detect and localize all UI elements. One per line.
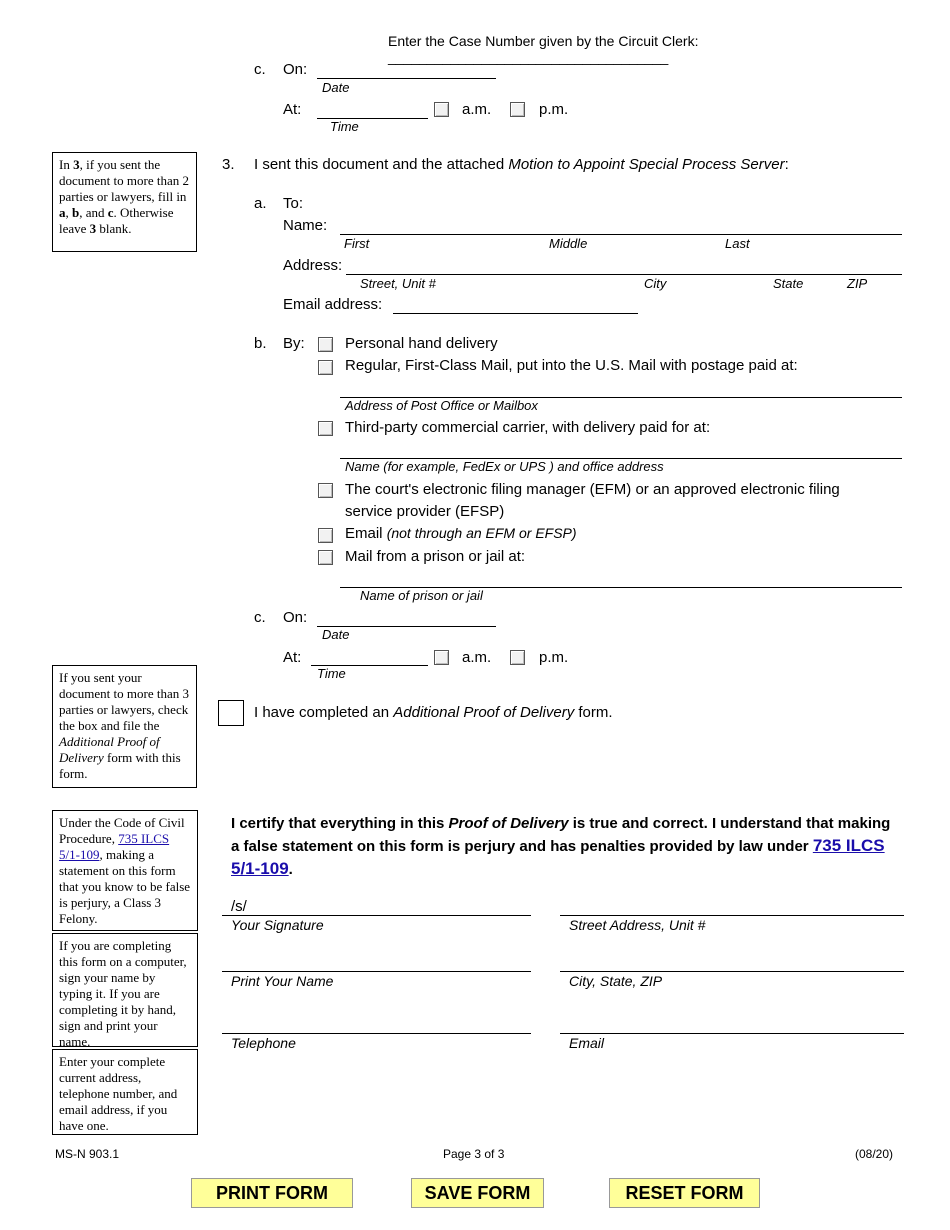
address-field[interactable] (346, 274, 902, 275)
instruction-note-perjury: Under the Code of Civil Procedure, 735 ILCS 5/1-109, making a statement on this form that you know to be false is perjury, a Class 3 Felony. (52, 810, 198, 931)
save-form-button[interactable]: SAVE FORM (411, 1178, 544, 1208)
signature-value[interactable]: /s/ (231, 898, 247, 915)
city-caption: City (644, 276, 667, 291)
at-label: At: (283, 101, 302, 118)
item-c2-label: c. (254, 609, 266, 626)
pm2-checkbox[interactable] (510, 650, 525, 665)
to-label: To: (283, 195, 304, 212)
first-class-mail-checkbox[interactable] (318, 360, 333, 375)
certify-statute-link[interactable]: 735 ILCS 5/1-109 (231, 836, 885, 878)
name-field[interactable] (340, 234, 902, 235)
certification-statement: I certify that everything in this Proof of Delivery is true and correct. I understand that making a false statement on this form is perjury and has penalties provided by law under 735 ILCS 5/1-109. (231, 815, 891, 878)
instruction-note-3: In 3, if you sent the document to more than 2 parties or lawyers, fill in a, b, and c. Otherwise leave 3 blank. (52, 152, 197, 252)
email-delivery-checkbox[interactable] (318, 528, 333, 543)
am2-checkbox[interactable] (434, 650, 449, 665)
date-field[interactable] (317, 78, 496, 79)
prison-mail-checkbox[interactable] (318, 550, 333, 565)
instruction-note-signature: If you are completing this form on a computer, sign your name by typing it. If you are completing it by hand, sign and print your name. (52, 933, 198, 1047)
signature-caption: Your Signature (231, 917, 324, 933)
page-number: Page 3 of 3 (443, 1147, 505, 1161)
street-caption: Street, Unit # (360, 276, 436, 291)
pm-checkbox[interactable] (510, 102, 525, 117)
on-label: On: (283, 61, 308, 78)
efm-label-line2: service provider (EFSP) (345, 503, 505, 520)
telephone-caption: Telephone (231, 1035, 296, 1051)
form-date: (08/20) (855, 1147, 894, 1161)
street-address-field[interactable] (560, 915, 904, 916)
first-caption: First (344, 236, 370, 251)
at2-label: At: (283, 649, 302, 666)
on2-label: On: (283, 609, 308, 626)
time2-caption: Time (317, 666, 346, 681)
date2-caption: Date (322, 627, 350, 642)
telephone-field[interactable] (222, 1033, 531, 1034)
email-address-label: Email address: (283, 296, 383, 313)
section-3-text: I sent this document and the attached Motion to Appoint Special Process Server: (254, 156, 789, 173)
last-caption: Last (725, 236, 750, 251)
section-3-number: 3. (222, 156, 235, 173)
pm2-label: p.m. (539, 649, 569, 666)
address-label: Address: (283, 257, 343, 274)
street-address-caption: Street Address, Unit # (569, 917, 706, 933)
first-class-mail-label: Regular, First-Class Mail, put into the U.S. Mail with postage paid at: (345, 357, 798, 374)
email-caption: Email (569, 1035, 605, 1051)
name-label: Name: (283, 217, 328, 234)
personal-delivery-label: Personal hand delivery (345, 335, 498, 352)
middle-caption: Middle (549, 236, 588, 251)
am-label: a.m. (462, 101, 492, 118)
form-id: MS-N 903.1 (55, 1147, 120, 1161)
am-checkbox[interactable] (434, 102, 449, 117)
date-caption: Date (322, 80, 350, 95)
email-address-field[interactable] (393, 313, 638, 314)
pm-label: p.m. (539, 101, 569, 118)
print-name-caption: Print Your Name (231, 973, 334, 989)
city-state-zip-caption: City, State, ZIP (569, 973, 663, 989)
additional-proof-checkbox[interactable] (218, 700, 244, 726)
email-delivery-label: Email (not through an EFM or EFSP) (345, 525, 577, 542)
additional-proof-label: I have completed an Additional Proof of Delivery form. (254, 704, 613, 721)
item-a-label: a. (254, 195, 267, 212)
item-c-label: c. (254, 61, 266, 78)
prison-mail-label: Mail from a prison or jail at: (345, 548, 526, 565)
efm-label-line1: The court's electronic filing manager (EFM) or an approved electronic filing (345, 481, 840, 498)
prison-caption: Name of prison or jail (360, 588, 483, 603)
state-caption: State (773, 276, 804, 291)
time-caption: Time (330, 119, 359, 134)
personal-delivery-checkbox[interactable] (318, 337, 333, 352)
email-field[interactable] (560, 1033, 904, 1034)
instruction-note-address: Enter your complete current address, telephone number, and email address, if you have one. (52, 1049, 198, 1135)
post-office-caption: Address of Post Office or Mailbox (345, 398, 538, 413)
efm-checkbox[interactable] (318, 483, 333, 498)
am2-label: a.m. (462, 649, 492, 666)
print-name-field[interactable] (222, 971, 531, 972)
reset-form-button[interactable]: RESET FORM (609, 1178, 760, 1208)
instruction-note-additional: If you sent your document to more than 3 parties or lawyers, check the box and file the Additional Proof of Delivery form with this form. (52, 665, 197, 788)
commercial-carrier-label: Third-party commercial carrier, with delivery paid for at: (345, 419, 711, 436)
case-number-label: Enter the Case Number given by the Circuit Clerk: ____________________________________ (388, 33, 699, 65)
print-form-button[interactable]: PRINT FORM (191, 1178, 353, 1208)
city-state-zip-field[interactable] (560, 971, 904, 972)
zip-caption: ZIP (847, 276, 868, 291)
item-b-label: b. (254, 335, 267, 352)
carrier-caption: Name (for example, FedEx or UPS ) and office address (345, 459, 664, 474)
commercial-carrier-checkbox[interactable] (318, 421, 333, 436)
statute-link[interactable]: 735 ILCS 5/1-109 (59, 831, 170, 862)
signature-field[interactable] (222, 915, 531, 916)
by-label: By: (283, 335, 305, 352)
